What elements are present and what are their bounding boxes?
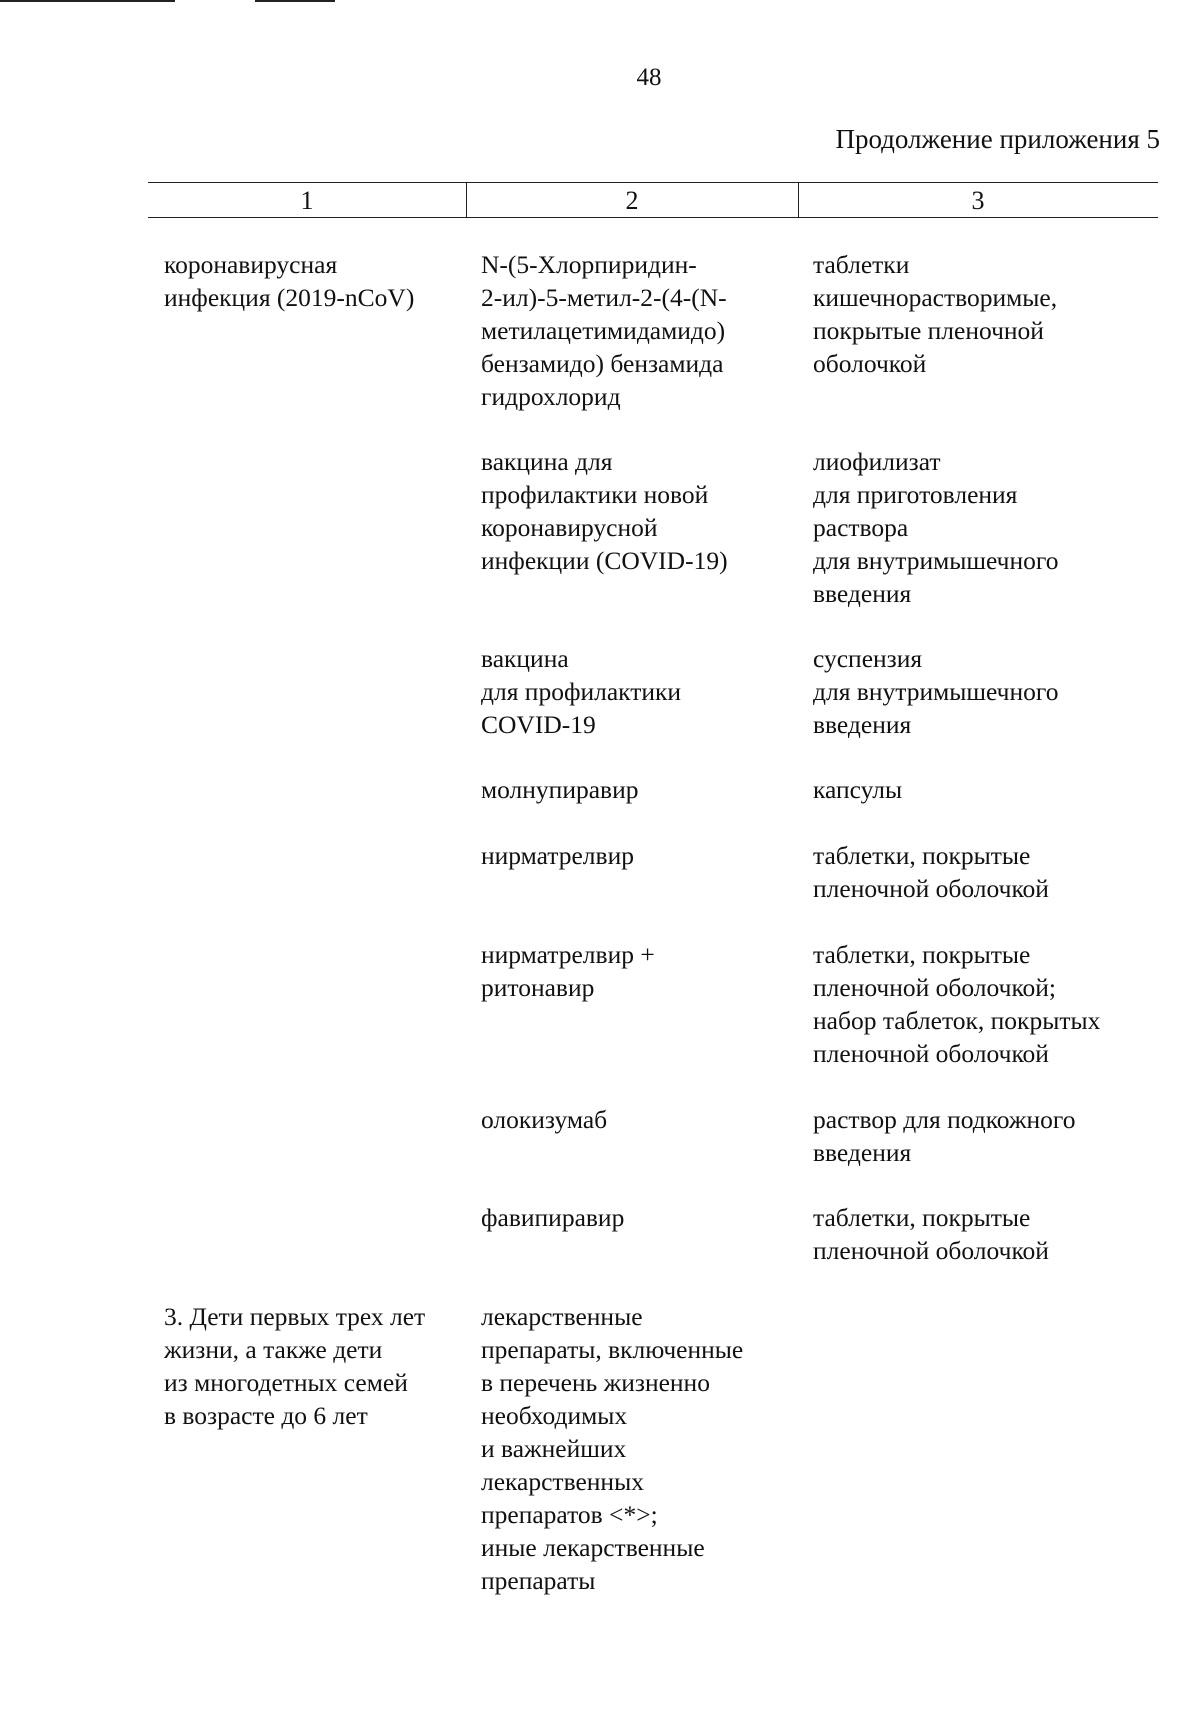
table-cell-drug: вакцина для профилактики новой коронавирусной инфекции (COVID-19) — [481, 447, 728, 575]
table-cell-drug: нирматрелвир — [481, 841, 634, 870]
header-cell-2: 2 — [625, 186, 639, 215]
table-cell-drug: вакцина для профилактики COVID-19 — [481, 644, 682, 739]
table-header-bottom-rule — [148, 217, 1158, 218]
header-cell-1: 1 — [300, 186, 314, 215]
continuation-caption: Продолжение приложения 5 — [835, 124, 1160, 154]
table-cell-form: суспензия для внутримышечного введения — [813, 644, 1059, 739]
page-number: 48 — [636, 64, 662, 91]
table-cell-form: лиофилизат для приготовления раствора для внутримышечного введения — [813, 447, 1059, 608]
table-cell-form: капсулы — [813, 775, 903, 804]
table-cell-condition: 3. Дети первых трех лет жизни, а также дети из многодетных семей в возрасте до 6 лет — [164, 1302, 426, 1430]
table-cell-drug: фавипиравир — [481, 1203, 625, 1232]
scan-artifact-line — [255, 0, 335, 2]
table-cell-form: таблетки, покрытые пленочной оболочкой — [813, 841, 1049, 903]
table-header-row — [148, 183, 1158, 217]
table-cell-drug: молнупиравир — [481, 775, 639, 804]
table-cell-form: раствор для подкожного введения — [813, 1105, 1076, 1167]
table-cell-drug: N-(5-Хлорпиридин- 2-ил)-5-метил-2-(4-(N- метилацетимидамидо) бензамидо) бензамида гидрохлорид — [481, 250, 727, 411]
table-cell-drug: олокизумаб — [481, 1105, 608, 1134]
table-cell-drug: нирматрелвир + ритонавир — [481, 940, 655, 1002]
scan-artifact-line — [0, 0, 175, 2]
header-cell-3: 3 — [971, 186, 985, 215]
table-cell-form: таблетки кишечнорастворимые, покрытые пленочной оболочкой — [813, 250, 1058, 378]
table-cell-condition: коронавирусная инфекция (2019-nCoV) — [164, 250, 415, 312]
table-cell-drug: лекарственные препараты, включенные в перечень жизненно необходимых и важнейших лекарственных препаратов <*>; иные лекарственные препараты — [481, 1302, 744, 1595]
table-cell-form: таблетки, покрытые пленочной оболочкой; набор таблеток, покрытых пленочной оболочкой — [813, 940, 1101, 1068]
table-cell-form: таблетки, покрытые пленочной оболочкой — [813, 1203, 1049, 1265]
